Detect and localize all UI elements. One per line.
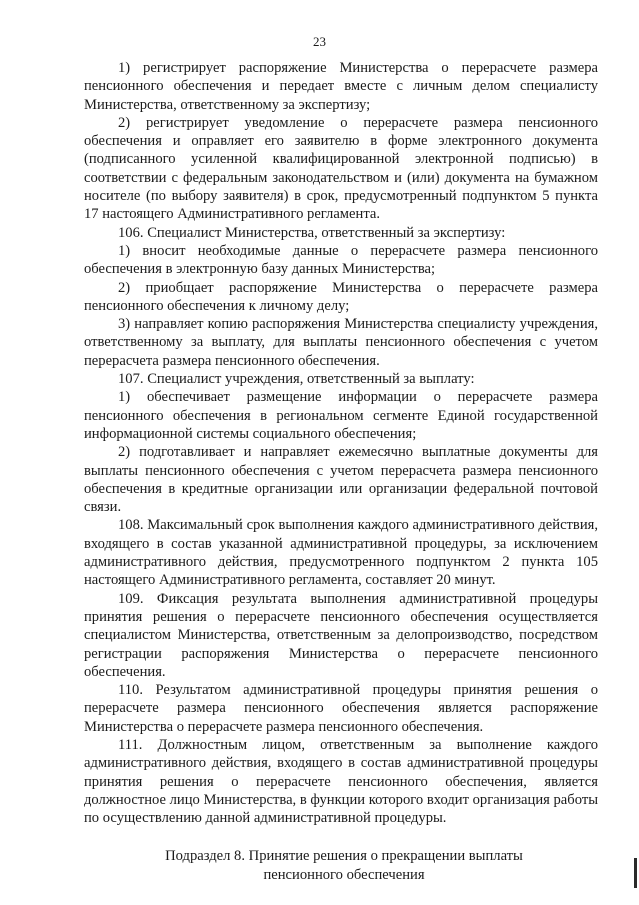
subsection-heading-line-2: пенсионного обеспечения	[263, 866, 425, 883]
item-105-2: 2) регистрирует уведомление о перерасчете размера пенсионного обеспечения и оправляет его заявителю в форме электронного документа (подписанного усиленной квалифицированной электронной подписью) в соответствии с федеральным законодательством и (или) документа на бумажном носителе (по выбору заявителя) в срок, предусмотренный подпунктом 5 пункта 17 настоящего Административного регламента.	[84, 114, 598, 223]
item-106-2: 2) приобщает распоряжение Министерства о перерасчете размера пенсионного обеспечения к личному делу;	[84, 279, 598, 314]
item-106-3: 3) направляет копию распоряжения Министерства специалисту учреждения, ответственному за выплату, для выплаты пенсионного обеспечения с учетом перерасчета размера пенсионного обеспечения.	[84, 316, 598, 369]
subsection-heading	[84, 847, 598, 884]
clause-108: 108. Максимальный срок выполнения каждого административного действия, входящего в состав указанной административной процедуры, за исключением административного действия, предусмотренного подпунктом 2 пункта 105 настоящего Административного регламента, составляет 20 минут.	[84, 517, 598, 589]
clause-109: 109. Фиксация результата выполнения административной процедуры принятия решения о перерасчете пенсионного обеспечения осуществляется специалистом Министерства, ответственным за делопроизводство, посредством регистрации распоряжения Министерства о перерасчете пенсионного обеспечения.	[84, 590, 598, 680]
subsection-heading-line-1: Подраздел 8. Принятие решения о прекращении выплаты	[165, 848, 523, 865]
item-107-2: 2) подготавливает и направляет ежемесячно выплатные документы для выплаты пенсионного обеспечения с учетом перерасчета размера пенсионного обеспечения в кредитные организации или организации федеральной почтовой связи.	[84, 444, 598, 516]
clause-107: 107. Специалист учреждения, ответственный за выплату:	[118, 371, 475, 388]
clause-111: 111. Должностным лицом, ответственным за выполнение каждого административного действия, входящего в состав административной процедуры принятия решения о перерасчете пенсионного обеспечения, является должностное лицо Министерства, в функции которого входит организация работы по осуществлению данной административной процедуры.	[84, 736, 599, 827]
item-105-1: 1) регистрирует распоряжение Министерства о перерасчете размера пенсионного обеспечения и передает вместе с личным делом специалисту Министерства, ответственному за экспертизу;	[84, 60, 598, 113]
clause-106: 106. Специалист Министерства, ответственный за экспертизу:	[118, 224, 506, 241]
clause-110: 110. Результатом административной процедуры принятия решения о перерасчете размера пенсионного обеспечения является распоряжение Министерства о перерасчете размера пенсионного обеспечения.	[84, 682, 598, 735]
document-body	[84, 59, 598, 884]
item-106-1: 1) вносит необходимые данные о перерасчете размера пенсионного обеспечения в электронную базу данных Министерства;	[84, 242, 598, 278]
page-number: 23	[313, 34, 326, 49]
item-107-1: 1) обеспечивает размещение информации о перерасчете размера пенсионного обеспечения в региональном сегменте Единой государственной информационной системы социального обеспечения;	[84, 389, 598, 442]
scan-edge-mark	[634, 858, 637, 888]
